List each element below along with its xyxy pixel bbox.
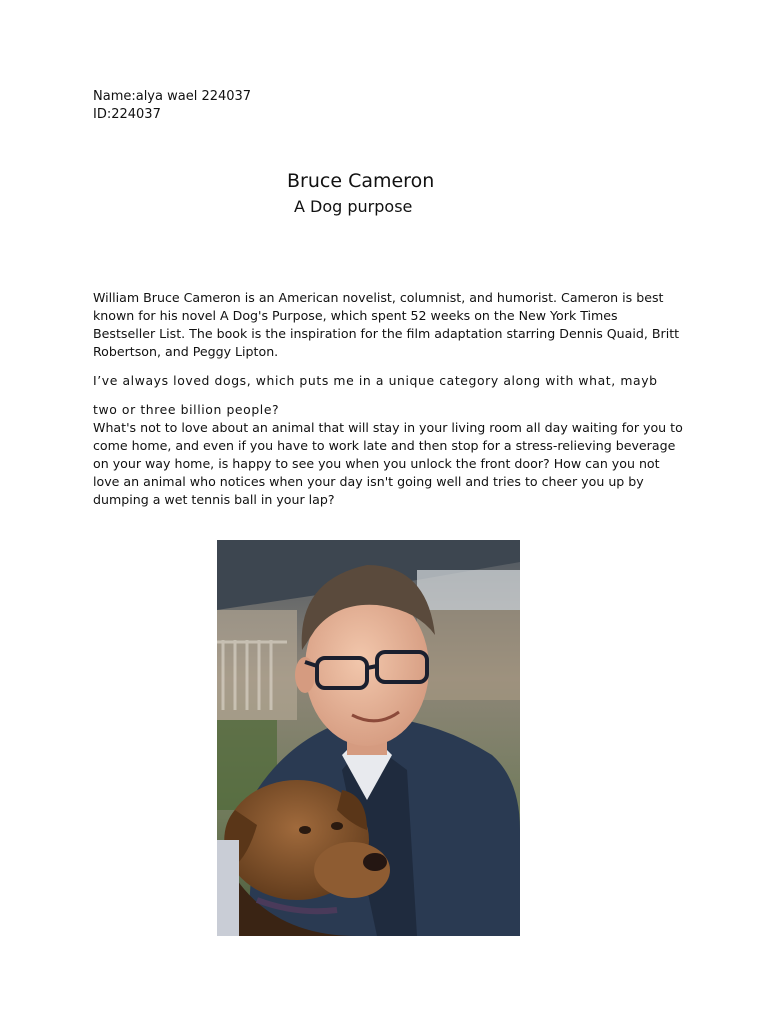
author-with-dog-photo (217, 540, 520, 936)
quote-second-line: two or three billion people? (93, 402, 280, 417)
bio-paragraph: William Bruce Cameron is an American novelist, columnist, and humorist. Cameron is best known for his novel A Dog's Purpose, which spent 52 weeks on the New York Times Bestseller List. The book is the inspiration for the film adaptation starring Dennis Quaid, Britt Robertson, and Peggy Lipton. (93, 290, 680, 359)
page-title: Bruce Cameron (287, 170, 435, 192)
id-line: ID:224037 (93, 107, 161, 122)
quote-first-line: I’ve always loved dogs, which puts me in a unique category along with what, mayb (93, 373, 658, 388)
name-line: Name:alya wael 224037 (93, 89, 252, 104)
quote-body: What's not to love about an animal that will stay in your living room all day waiting for you to come home, and even if you have to work late and then stop for a stress-relieving beverage on your way home, is happy to see you when you unlock the front door? How can you not love an animal who notices when your day isn't going well and tries to cheer you up by dumping a wet tennis ball in your lap? (93, 420, 683, 507)
page-subtitle: A Dog purpose (294, 197, 413, 216)
photo-illustration (217, 540, 520, 936)
student-info (93, 88, 251, 124)
quote-paragraph (93, 401, 683, 509)
